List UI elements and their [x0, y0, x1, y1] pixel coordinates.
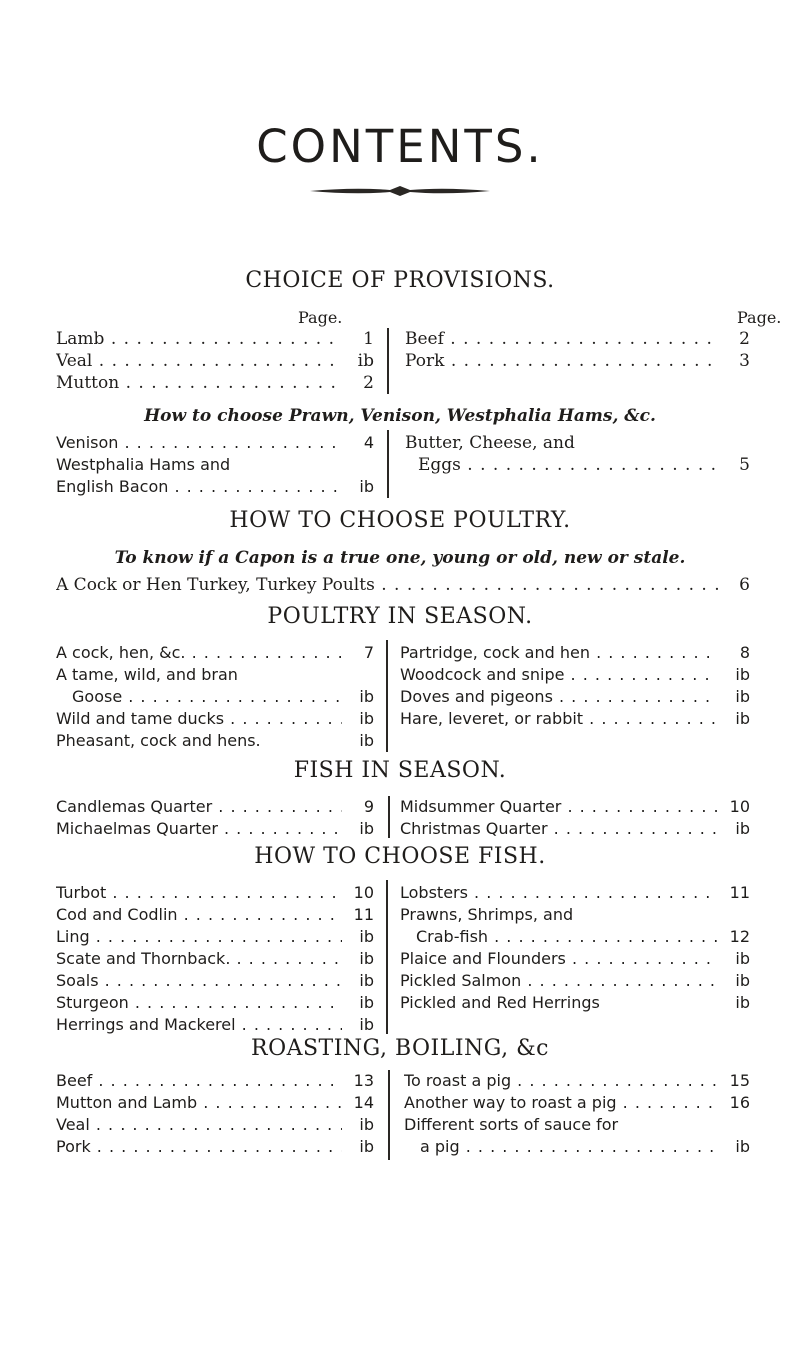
column-divider [387, 328, 389, 394]
list-item [56, 882, 374, 904]
entry-page: ib [342, 708, 374, 730]
entry-label: Westphalia Hams and [56, 455, 231, 474]
entry-label: Venison . . . [56, 432, 342, 454]
entry-label: Veal . . . [56, 1114, 342, 1136]
list-item [404, 1092, 750, 1114]
entry-label: Scate and Thornback. . . . [56, 948, 342, 970]
entry-page: 3 [718, 350, 750, 372]
list-item [400, 992, 750, 1014]
list-item [56, 796, 374, 818]
entry-label: Michaelmas Quarter . . . [56, 818, 342, 840]
list-item [400, 686, 750, 708]
page-title: CONTENTS. [256, 120, 544, 173]
entry-label: Crab-fish . . . [416, 926, 718, 948]
list-item [400, 970, 750, 992]
entry-page: ib [342, 948, 374, 970]
entry-page: ib [342, 686, 374, 708]
entry-label: Partridge, cock and hen . . . [400, 642, 718, 664]
poultry-subheading: To know if a Capon is a true one, young or old, new or stale. [114, 548, 686, 568]
entry-label: Pickled Salmon . . . [400, 970, 718, 992]
list-item [56, 708, 374, 730]
entry-label: Pork . . . [405, 350, 718, 372]
entry-page: ib [718, 992, 750, 1014]
entry-label: Christmas Quarter . . . [400, 818, 718, 840]
list-item [56, 454, 374, 476]
page-label-right: Page. [737, 308, 782, 327]
entry-page: 10 [718, 796, 750, 818]
entry-page: ib [342, 818, 374, 840]
list-item [56, 642, 374, 664]
section-heading-fish-season: FISH IN SEASON. [293, 758, 507, 783]
entry-label: A cock, hen, &c. . . . [56, 642, 342, 664]
list-item [56, 664, 374, 686]
list-item [400, 904, 750, 926]
entry-label: Mutton and Lamb . . . [56, 1092, 342, 1114]
entry-page [342, 664, 374, 686]
entry-label: Eggs . . . [418, 454, 718, 476]
list-item [400, 664, 750, 686]
list-item [56, 372, 374, 394]
list-item [56, 1114, 374, 1136]
list-item [56, 574, 750, 596]
entry-label: Beef . . . [56, 1070, 342, 1092]
entry-label: a pig . . . [420, 1136, 718, 1158]
entry-label: Butter, Cheese, and [405, 433, 575, 453]
list-item [400, 882, 750, 904]
entry-page: ib [342, 476, 374, 498]
entry-page: ib [342, 970, 374, 992]
entry-page [718, 904, 750, 926]
list-item [72, 686, 374, 708]
entry-page: 2 [342, 372, 374, 394]
entry-page: ib [718, 708, 750, 730]
list-item [56, 730, 374, 752]
entry-page: ib [342, 350, 374, 372]
entry-label: Prawns, Shrimps, and [400, 905, 574, 924]
list-item [418, 454, 750, 476]
entry-page: ib [342, 730, 374, 752]
list-item [400, 948, 750, 970]
list-item [400, 818, 750, 840]
list-item [56, 1092, 374, 1114]
entry-page: 1 [342, 328, 374, 350]
entry-page: ib [342, 992, 374, 1014]
entry-label: Soals . . . [56, 970, 342, 992]
entry-page: ib [718, 1136, 750, 1158]
list-item [405, 350, 750, 372]
entry-page: 11 [718, 882, 750, 904]
list-item [56, 970, 374, 992]
entry-label: Cod and Codlin . . . [56, 904, 342, 926]
entry-label: Pickled and Red Herrings [400, 993, 600, 1012]
entry-page: 12 [718, 926, 750, 948]
page-label-left: Page. [298, 308, 343, 327]
list-item [56, 818, 374, 840]
section-heading-poultry-choose: HOW TO CHOOSE POULTRY. [229, 508, 571, 533]
entry-label: Pheasant, cock and hens. [56, 731, 261, 750]
entry-label: Hare, leveret, or rabbit . . . [400, 708, 718, 730]
entry-page: 15 [718, 1070, 750, 1092]
list-item [56, 992, 374, 1014]
section-heading-poultry-season: POULTRY IN SEASON. [267, 604, 533, 629]
section-heading-prawn: How to choose Prawn, Venison, Westphalia Hams, &c. [144, 406, 656, 426]
entry-label: Woodcock and snipe . . . [400, 664, 718, 686]
list-item [420, 1136, 750, 1158]
list-item [400, 796, 750, 818]
list-item [56, 1014, 374, 1036]
entry-label: Turbot . . . [56, 882, 342, 904]
list-item [405, 432, 750, 454]
list-item [56, 1136, 374, 1158]
list-item [56, 904, 374, 926]
section-heading-provisions: CHOICE OF PROVISIONS. [245, 268, 555, 293]
column-divider [386, 880, 388, 1034]
entry-page: 5 [718, 454, 750, 476]
entry-page: ib [718, 686, 750, 708]
entry-label: Lamb . . . [56, 328, 342, 350]
list-item [56, 1070, 374, 1092]
entry-page: 7 [342, 642, 374, 664]
entry-page: 4 [342, 432, 374, 454]
list-item [56, 328, 374, 350]
entry-label: A tame, wild, and bran [56, 665, 238, 684]
entry-label: A Cock or Hen Turkey, Turkey Poults . . . [56, 574, 718, 596]
list-item [56, 350, 374, 372]
entry-page [718, 1114, 750, 1136]
column-divider [388, 1070, 390, 1160]
entry-label: Midsummer Quarter . . . [400, 796, 718, 818]
entry-label: Plaice and Flounders . . . [400, 948, 718, 970]
entry-page: ib [718, 970, 750, 992]
entry-page: 2 [718, 328, 750, 350]
list-item [400, 708, 750, 730]
ornament-divider [310, 183, 490, 199]
section-heading-roasting: ROASTING, BOILING, &c [251, 1036, 549, 1061]
entry-label: Sturgeon . . . [56, 992, 342, 1014]
entry-label: Pork . . . [56, 1136, 342, 1158]
entry-page: ib [718, 948, 750, 970]
entry-label: Another way to roast a pig . . . [404, 1092, 718, 1114]
entry-label: To roast a pig . . . [404, 1070, 718, 1092]
entry-page: ib [718, 664, 750, 686]
entry-page: 13 [342, 1070, 374, 1092]
entry-label: English Bacon . . . [56, 476, 342, 498]
list-item [404, 1114, 750, 1136]
list-item [56, 948, 374, 970]
entry-page: ib [342, 1136, 374, 1158]
entry-page: ib [342, 926, 374, 948]
entry-page: ib [342, 1114, 374, 1136]
entry-page [718, 432, 750, 454]
list-item [56, 476, 374, 498]
list-item [56, 926, 374, 948]
section-heading-fish-choose: HOW TO CHOOSE FISH. [254, 844, 546, 869]
entry-page: 14 [342, 1092, 374, 1114]
entry-page [342, 454, 374, 476]
entry-label: Different sorts of sauce for [404, 1115, 619, 1134]
entry-label: Ling . . . [56, 926, 342, 948]
entry-page: ib [718, 818, 750, 840]
entry-label: Mutton . . . [56, 372, 342, 394]
list-item [405, 328, 750, 350]
list-item [404, 1070, 750, 1092]
column-divider [387, 430, 389, 498]
entry-label: Veal . . . [56, 350, 342, 372]
entry-page: 16 [718, 1092, 750, 1114]
entry-label: Beef . . . [405, 328, 718, 350]
column-divider [388, 796, 390, 838]
entry-label: Herrings and Mackerel . . . [56, 1014, 342, 1036]
entry-label: Goose . . . [72, 686, 342, 708]
entry-page: 8 [718, 642, 750, 664]
column-divider [386, 640, 388, 752]
entry-page: ib [342, 1014, 374, 1036]
list-item [56, 432, 374, 454]
list-item [400, 642, 750, 664]
list-item [416, 926, 750, 948]
entry-label: Candlemas Quarter . . . [56, 796, 342, 818]
entry-label: Wild and tame ducks . . . [56, 708, 342, 730]
entry-label: Doves and pigeons . . . [400, 686, 718, 708]
entry-page: 11 [342, 904, 374, 926]
entry-page: 10 [342, 882, 374, 904]
entry-page: 9 [342, 796, 374, 818]
entry-label: Lobsters . . . [400, 882, 718, 904]
entry-page: 6 [718, 574, 750, 596]
